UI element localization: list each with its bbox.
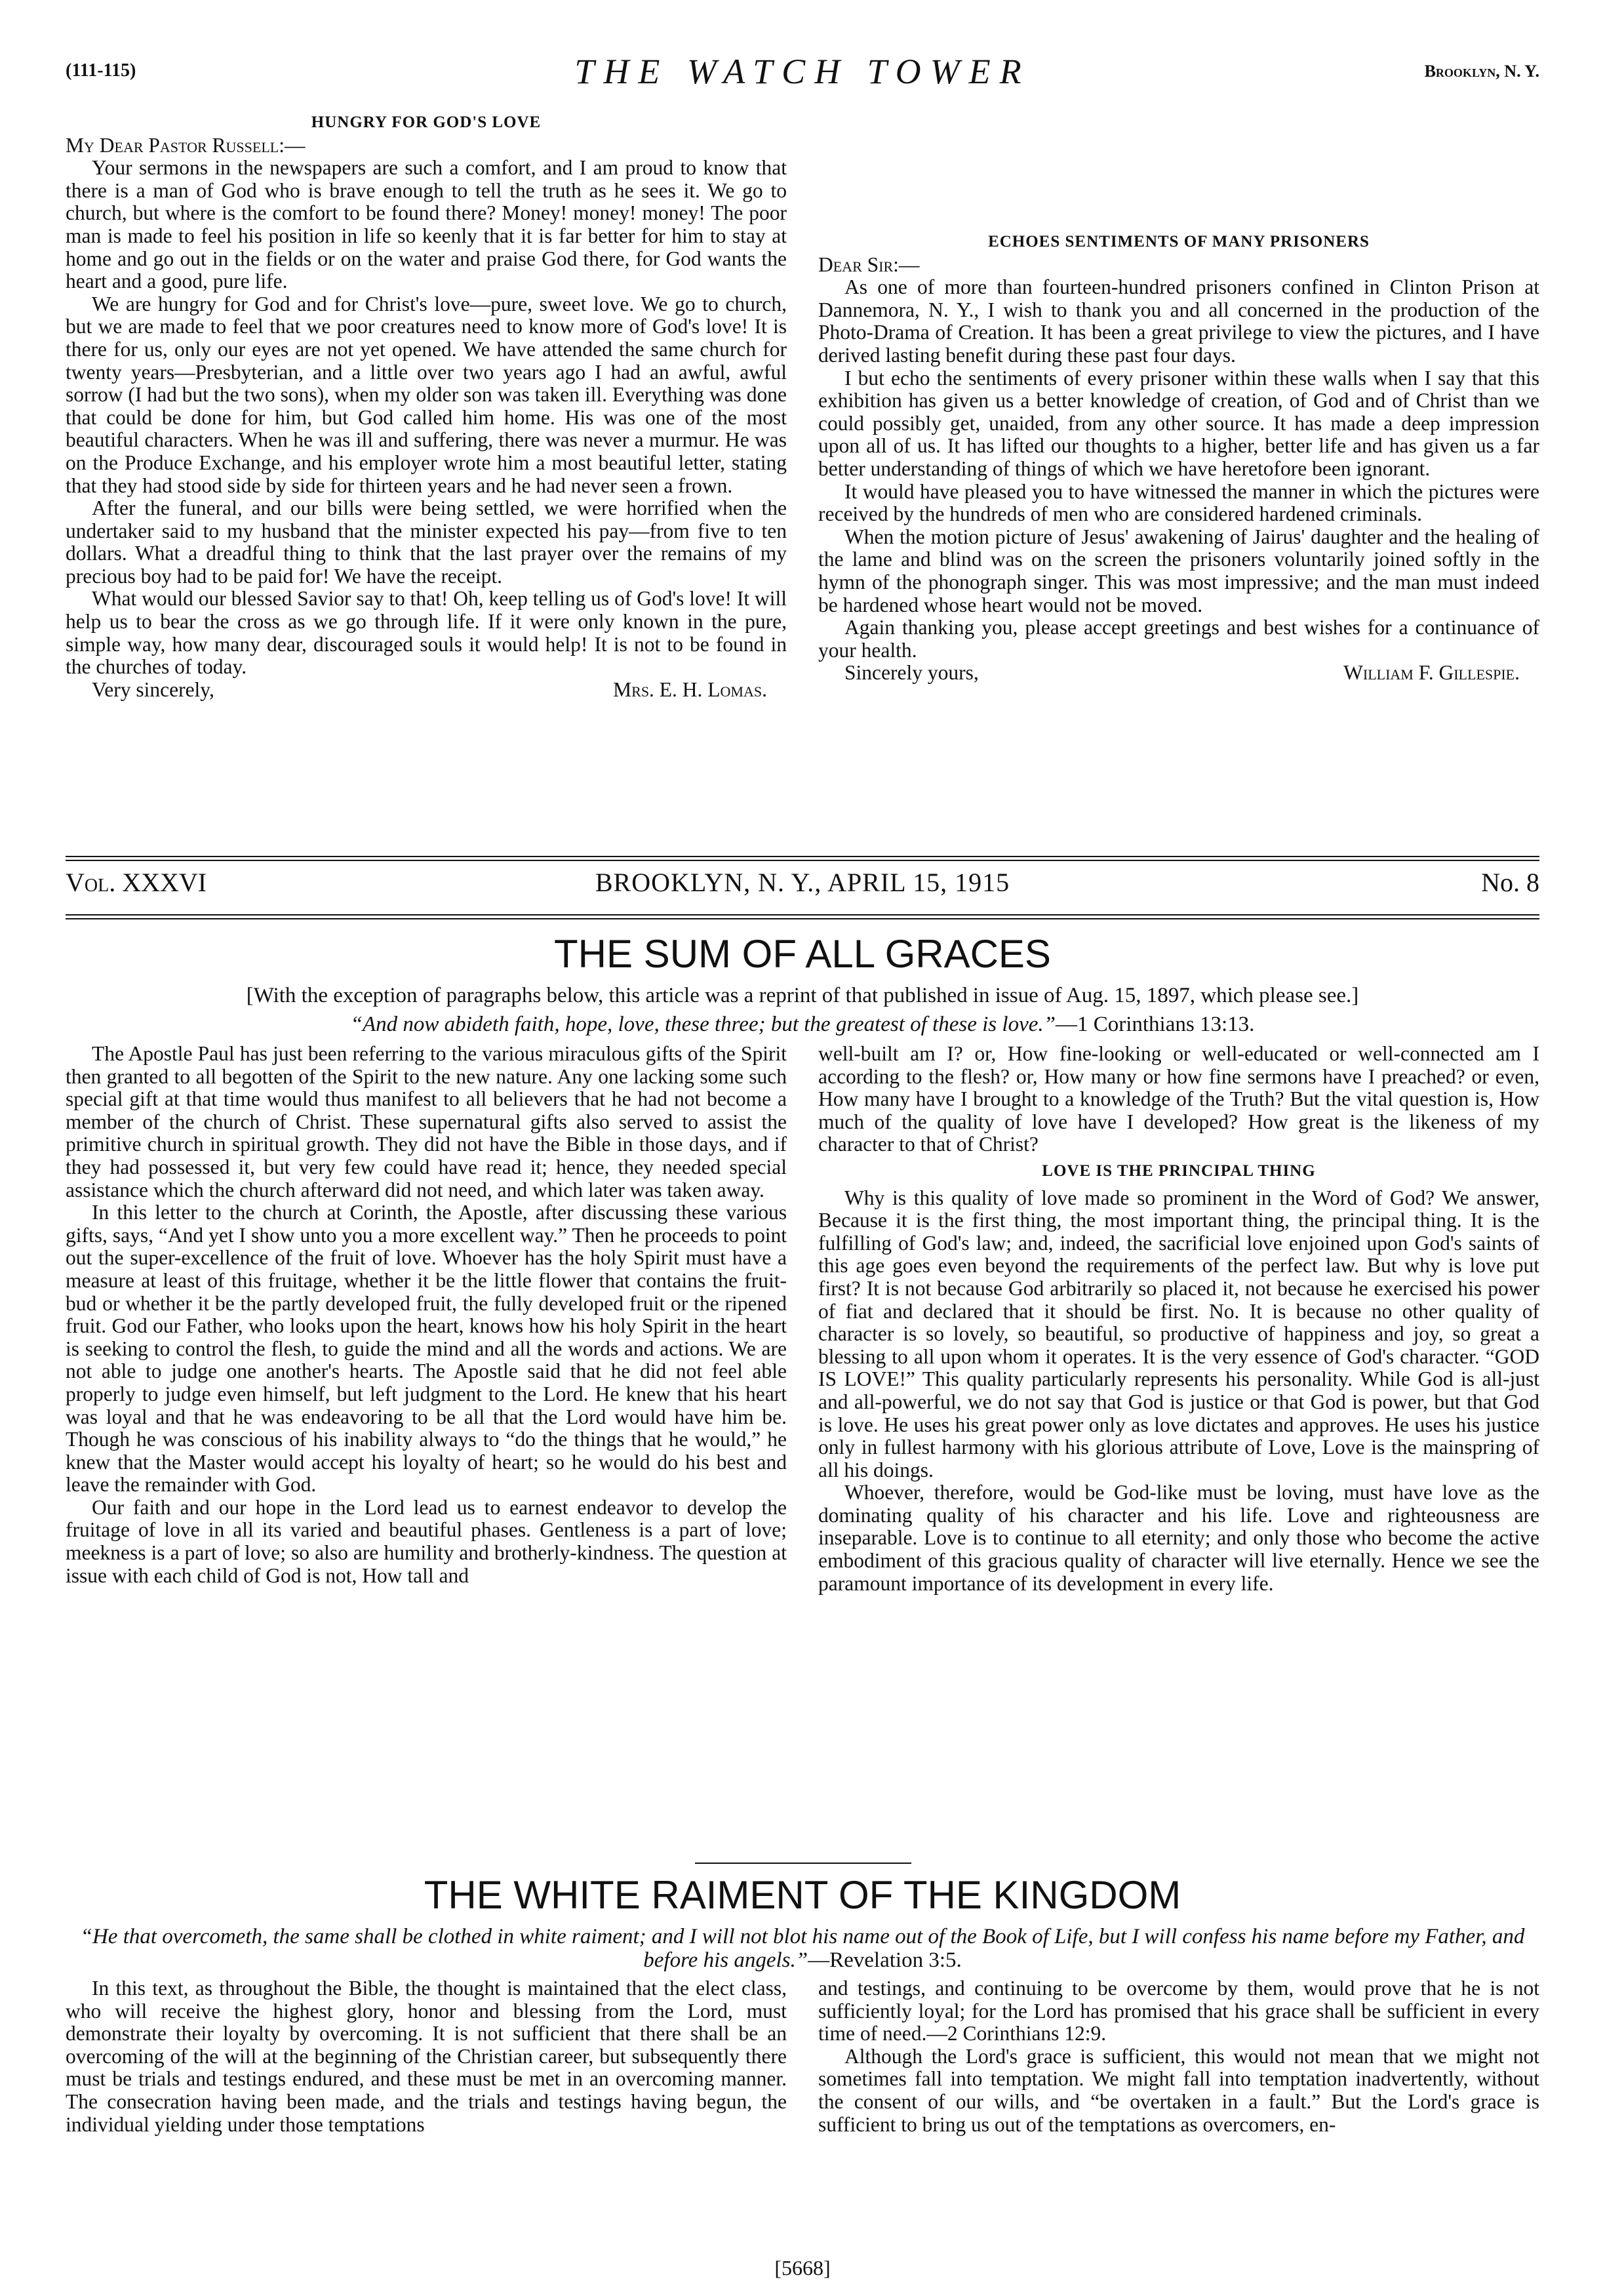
epigraph-text: “He that overcometh, the same shall be clothed in white raiment; and I will not blot his name out of the Book of Life, but I will confess his name before my Father, and before his angels.”	[80, 1925, 1525, 1972]
letter1-signature: Mrs. E. H. Lomas.	[613, 677, 767, 701]
letter2-heading: ECHOES SENTIMENTS OF MANY PRISONERS	[988, 233, 1370, 251]
article-epigraph	[66, 1013, 1539, 1036]
article-title: THE SUM OF ALL GRACES	[554, 932, 1051, 976]
letter2-paragraph: When the motion picture of Jesus' awakening of Jairus' daughter and the healing of the lame and blind was on the screen the prisoners voluntarily joined softly in the hymn of the phonograph singer. This was most impressive; and the man must indeed be hardened whose heart would not be moved.	[818, 525, 1539, 616]
letter1-signoff	[66, 679, 787, 702]
issue-number: No. 8	[1481, 868, 1539, 897]
epigraph-reference: —Revelation 3:5.	[808, 1948, 962, 1972]
article-title: THE WHITE RAIMENT OF THE KINGDOM	[424, 1873, 1181, 1917]
article1-paragraph: In this letter to the church at Corinth, the Apostle, after discussing these various gifts, says, “And yet I show unto you a more excellent way.” Then he proceeds to point out the super-excellence of the fruit of love. Whoever has the holy Spirit must have a measure at least of this fruitage, whether it be the little flower that contains the fruit-bud or whether it be the partly developed fruit, the fully developed fruit or the ripened fruit. God our Father, who looks upon the heart, knows how his holy Spirit in the heart is seeking to control the flesh, to guide the mind and all the words and actions. We are not able to judge one another's hearts. The Apostle said that he did not feel able properly to judge even himself, but left judgment to the Lord. He knew that his heart was loyal and that he was endeavoring to be all that the Lord would have him be. Though he was conscious of his inability always to “do the things that he would,” he knew that the Master would accept his loyalty of heart; so he would do his best and leave the remainder with God.	[66, 1201, 787, 1497]
article2-paragraph: In this text, as throughout the Bible, the thought is maintained that the elect class, who will receive the highest glory, honor and blessing from the Lord, must demonstrate their loyalty by overcoming. It is not sufficient that there shall be an overcoming of the will at the beginning of the Christian career, but subsequently there must be trials and testings endured, and these must be met in an overcoming manner. The consecration having been made, and the trials and testings having begun, the individual yielding under those temptations	[66, 1977, 787, 2136]
letter1-closing: Very sincerely,	[92, 677, 214, 701]
article1-left-column	[66, 1043, 787, 1833]
letter1-salutation: My Dear Pastor Russell:—	[66, 133, 306, 157]
article1-paragraph: Why is this quality of love made so prominent in the Word of God? We answer, Because it is the first thing, the most important thing, the principal thing. It is the fulfilling of God's law; and, indeed, the sacrificial love enjoined upon God's saints of this age goes even beyond the requirements of the perfect law. But why is love put first? It is not because God arbitrarily so placed it, not because he exercised his power of fiat and declared that it should be first. No. It is because no other quality of character is so lovely, so beautiful, so productive of happiness and joy, so great a blessing to all upon whom it operates. It is the very essence of God's character. “GOD IS LOVE!” This quality particularly represents his personality. While God is all-just and all-powerful, we do not say that God is justice or that God is power, but that God is love. He uses his great power only as love dictates and approves. He uses his justice only in fullest harmony with his glorious attribute of Love, Love is the mainspring of all his doings.	[818, 1186, 1539, 1481]
letter2-paragraph: I but echo the sentiments of every prisoner within these walls when I say that this exhibition has given us a better knowledge of creation, of God and of Christ than we could possibly get, unaided, from any other source. It has made a deep impression upon all of us. It has lifted our thoughts to a higher, better life and has given us a far better understanding of things of which we have heretofore been ignorant.	[818, 366, 1539, 480]
section-divider	[695, 1863, 911, 1864]
article2-paragraph: Although the Lord's grace is sufficient, this would not mean that we might not sometimes fall into temptation. We might fall into temptation inadvertently, without the consent of our wills, and “be overtaken in a fault.” But the Lord's grace is sufficient to bring us out of the temptations as overcomers, en-	[818, 2044, 1539, 2136]
running-head	[66, 51, 1539, 97]
volume-number: Vol. XXXVI	[66, 868, 207, 897]
article1-right-column	[818, 1043, 1539, 1833]
letter2-paragraph: It would have pleased you to have witnessed the manner in which the pictures were received by the hundreds of men who are considered hardened criminals.	[818, 479, 1539, 526]
epigraph-text: “And now abideth faith, hope, love, these three; but the greatest of these is love.”	[350, 1013, 1056, 1036]
letter1-heading: HUNGRY FOR GOD'S LOVE	[311, 113, 542, 131]
article-epigraph	[66, 1925, 1539, 1972]
page-range: (111-115)	[66, 60, 136, 81]
issue-dateline: BROOKLYN, N. Y., APRIL 15, 1915	[595, 868, 1010, 897]
masthead-rule-bottom-2	[66, 918, 1539, 919]
letter2-signoff	[818, 662, 1539, 685]
publication-title: THE WATCH TOWER	[574, 52, 1031, 91]
article2-paragraph-continued: and testings, and continuing to be overcome by them, would prove that he is not sufficiently loyal; for the Lord has promised that his grace shall be sufficient in every time of need.—2 Corinthians 12:9.	[818, 1977, 1539, 2045]
article1-paragraph: Our faith and our hope in the Lord lead us to earnest endeavor to develop the fruitage of love in all its varied and beautiful phases. Gentleness is a part of love; meekness is a part of love; so also are humility and brotherly-kindness. The question at issue with each child of God is not, How tall and	[66, 1495, 787, 1587]
letter2-closing: Sincerely yours,	[844, 661, 979, 685]
article2-left-column	[66, 1977, 787, 2243]
article1-paragraph-continued: well-built am I? or, How fine-looking or well-educated or well-connected am I according to the flesh? or, How many or how fine sermons have I preached? or even, How many have I brought to a knowledge of the Truth? But the vital question is, How much of the quality of love have I developed? How great is the likeness of my character to that of Christ?	[818, 1043, 1539, 1156]
publication-place: Brooklyn, N. Y.	[1424, 62, 1539, 81]
masthead-rule-bottom	[66, 914, 1539, 916]
letter-hungry-for-gods-love	[66, 111, 787, 846]
article1-subheading: LOVE IS THE PRINCIPAL THING	[1042, 1161, 1316, 1180]
masthead-rule-top-2	[66, 860, 1539, 861]
letter2-signature: William F. Gillespie.	[1343, 661, 1520, 685]
letter2-paragraph: Again thanking you, please accept greetings and best wishes for a continuance of your health.	[818, 616, 1539, 662]
article2-right-column	[818, 1977, 1539, 2243]
letter2-salutation: Dear Sir:—	[818, 252, 920, 276]
letter-echoes-sentiments	[818, 231, 1539, 854]
letter1-paragraph: After the funeral, and our bills were being settled, we were horrified when the undertaker said to my husband that the minister expected his pay—from five to ten dollars. What a dreadful thing to think that the last prayer over the remains of my precious boy had to be paid for! We have the receipt.	[66, 496, 787, 588]
masthead-rule-top	[66, 856, 1539, 857]
page-folio: [5668]	[774, 2256, 831, 2280]
epigraph-reference: —1 Corinthians 13:13.	[1055, 1013, 1255, 1036]
article1-paragraph: The Apostle Paul has just been referring to the various miraculous gifts of the Spirit then granted to all begotten of the Spirit to the new nature. Any one lacking some such special gift at that time would thus manifest to all believers that he had not become a member of the church of Christ. These supernatural gifts also served to assist the primitive church in spiritual growth. They did not have the Bible in those days, and if they had possessed it, but very few could have read it; hence, they needed special assistance which the church afterward did not need, and which later was taken away.	[66, 1043, 787, 1201]
letter2-paragraph: As one of more than fourteen-hundred prisoners confined in Clinton Prison at Dannemora, N. Y., I wish to thank you and all concerned in the production of the Photo-Drama of Creation. It has been a great privilege to view the pictures, and I have derived lasting benefit during these past four days.	[818, 275, 1539, 367]
letter1-paragraph: We are hungry for God and for Christ's love—pure, sweet love. We go to church, but we are made to feel that we poor creatures need to know more of God's love! It is there for us, only our eyes are not yet opened. We have attended the same church for twenty years—Presbyterian, and a little over two years ago I had an awful, awful sorrow (I had but the two sons), when my older son was taken ill. Everything was done that could be done for him, but God called him home. His was one of the most beautiful characters. When he was ill and suffering, there was never a murmur. He was on the Produce Exchange, and his employer wrote him a most beautiful letter, stating that they had stood side by side for thirteen years and he had never seen a frown.	[66, 292, 787, 497]
article1-paragraph: Whoever, therefore, would be God-like must be loving, must have love as the dominating quality of his character and his life. Love and righteousness are inseparable. Love is to continue to all eternity; and only those who become the active embodiment of this gracious quality of character will live eternally. Hence we see the paramount importance of its development in every life.	[818, 1481, 1539, 1595]
reprint-note: [With the exception of paragraphs below, this article was a reprint of that published in issue of Aug. 15, 1897, which please see.]	[246, 984, 1359, 1007]
letter1-paragraph: Your sermons in the newspapers are such a comfort, and I am proud to know that there is a man of God who is brave enough to tell the truth as he sees it. We go to church, but where is the comfort to be found there? Money! money! money! The poor man is made to feel his position in life so keenly that it is far better for him to stay at home and go out in the fields or on the water and praise God there, for God wants the heart and a good, pure life.	[66, 156, 787, 293]
masthead	[66, 867, 1539, 906]
letter1-paragraph: What would our blessed Savior say to that! Oh, keep telling us of God's love! It will help us to bear the cross as we go through life. If it were only known in the pure, simple way, how many dear, discouraged souls it would help! It is not to be found in the churches of today.	[66, 587, 787, 679]
